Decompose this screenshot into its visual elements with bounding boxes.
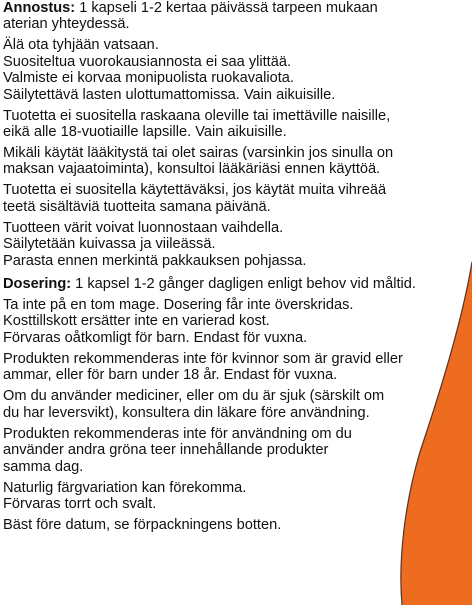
swedish-dosage-text: 1 kapsel 1-2 gånger dagligen enligt behov vid måltid. xyxy=(71,276,416,293)
finnish-dosage-label: Annostus: xyxy=(3,0,76,16)
finnish-text-line: Säilytetään kuivassa ja viileässä. xyxy=(3,236,216,253)
finnish-text-line: Säilytettävä lasten ulottumattomissa. Vain aikuisille. xyxy=(3,86,336,103)
finnish-dosage-line xyxy=(3,0,469,16)
finnish-paragraph xyxy=(3,220,469,269)
swedish-paragraph xyxy=(3,517,469,533)
label-text-block xyxy=(3,0,469,538)
finnish-dosage-paragraph xyxy=(3,0,469,33)
swedish-text-line: ammar, eller för barn under 18 år. Endast för vuxna. xyxy=(3,367,338,384)
swedish-paragraph xyxy=(3,480,469,513)
finnish-paragraph xyxy=(3,108,469,141)
finnish-text-line: Tuotetta ei suositella raskaana oleville tai imettäville naisille, xyxy=(3,107,391,124)
swedish-paragraph xyxy=(3,351,469,384)
finnish-text-line: eikä alle 18-vuotiaille lapsille. Vain aikuisille. xyxy=(3,124,287,141)
swedish-text-line: Produkten rekommenderas inte för kvinnor som är gravid eller xyxy=(3,350,403,367)
finnish-text-line: Tuotteen värit voivat luonnostaan vaihdella. xyxy=(3,219,284,236)
swedish-text-line: Förvaras oåtkomligt för barn. Endast för vuxna. xyxy=(3,329,308,346)
finnish-dosage-text: 1 kapseli 1-2 kertaa päivässä tarpeen mukaan xyxy=(75,0,378,16)
swedish-text-line: Om du använder mediciner, eller om du är sjuk (särskilt om xyxy=(3,388,385,405)
swedish-text-line: du har leversvikt), konsultera din läkare före användning. xyxy=(3,404,370,421)
swedish-paragraph xyxy=(3,388,469,421)
finnish-text-line: teetä sisältäviä tuotteita samana päivänä. xyxy=(3,198,271,215)
swedish-text-line: använder andra gröna teer innehållande produkter xyxy=(3,442,329,459)
finnish-text-line: Tuotetta ei suositella käytettäväksi, jos käytät muita vihreää xyxy=(3,182,387,199)
finnish-text-line: maksan vajaatoiminta), konsultoi lääkäriäsi ennen käyttöä. xyxy=(3,161,381,178)
finnish-text-line: Mikäli käytät lääkitystä tai olet sairas (varsinkin jos sinulla on xyxy=(3,145,394,162)
swedish-paragraph xyxy=(3,426,469,475)
swedish-text-line: Ta inte på en tom mage. Dosering får inte överskridas. xyxy=(3,297,354,314)
finnish-section xyxy=(3,0,469,269)
swedish-text-line: Förvaras torrt och svalt. xyxy=(3,495,157,512)
finnish-text-line: Älä ota tyhjään vatsaan. xyxy=(3,37,159,54)
finnish-text-line: Valmiste ei korvaa monipuolista ruokavaliota. xyxy=(3,70,294,87)
swedish-paragraph xyxy=(3,297,469,346)
finnish-paragraph xyxy=(3,145,469,178)
swedish-dosage-line xyxy=(3,276,469,292)
swedish-text-line: Naturlig färgvariation kan förekomma. xyxy=(3,479,247,496)
finnish-text-line: Suositeltua vuorokausiannosta ei saa ylittää. xyxy=(3,53,291,70)
swedish-text-line: samma dag. xyxy=(3,458,84,475)
swedish-text-line: Kosttillskott ersätter inte en varierad kost. xyxy=(3,313,270,330)
finnish-paragraph xyxy=(3,37,469,103)
finnish-text-line: Parasta ennen merkintä pakkauksen pohjassa. xyxy=(3,252,307,269)
swedish-text-line: Produkten rekommenderas inte för användning om du xyxy=(3,425,352,442)
finnish-paragraph xyxy=(3,182,469,215)
swedish-dosage-label: Dosering: xyxy=(3,276,72,293)
swedish-section xyxy=(3,276,469,533)
finnish-text-line: aterian yhteydessä. xyxy=(3,16,130,33)
swedish-dosage-paragraph xyxy=(3,276,469,292)
swedish-text-line: Bäst före datum, se förpackningens botten. xyxy=(3,516,282,533)
